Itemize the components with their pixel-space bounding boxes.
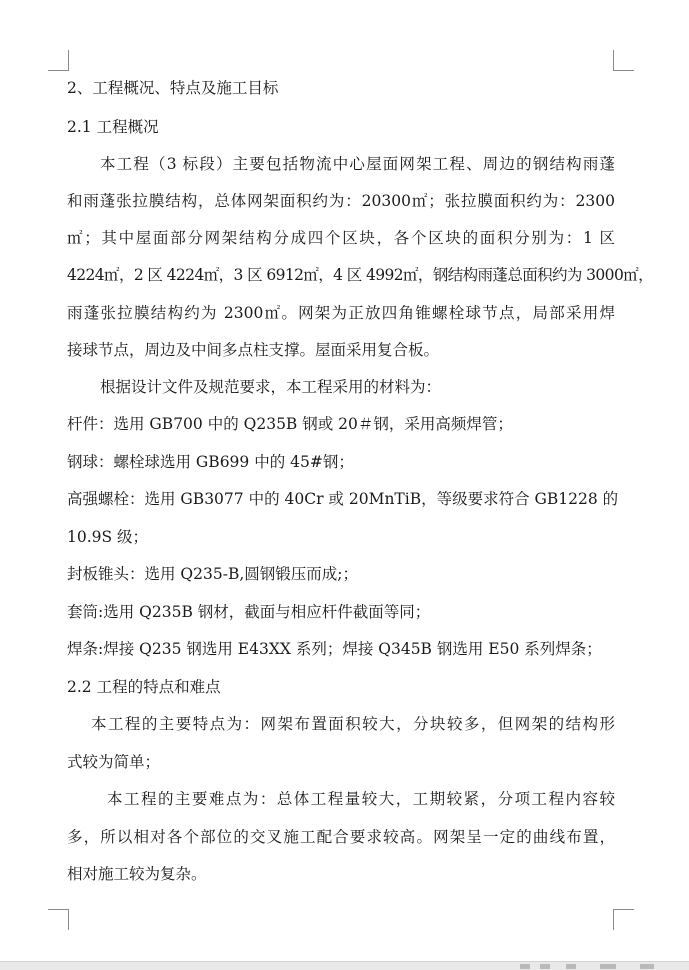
paragraph-line: 相对施工较为复杂。 — [67, 865, 207, 883]
paragraph-line: 本工程的主要特点为：网架布置面积较大，分块较多，但网架的结构形 — [91, 715, 615, 733]
material-item-cone: 封板锥头：选用 Q235-B,圆钢锻压而成;； — [67, 565, 358, 583]
paragraph-line: 根据设计文件及规范要求，本工程采用的材料为： — [100, 378, 442, 396]
material-item-rod: 杆件：选用 GB700 中的 Q235B 钢或 20＃钢，采用高频焊管； — [67, 415, 513, 433]
paragraph-line: 4224㎡，2 区 4224㎡，3 区 6912㎡，4 区 4992㎡，钢结构雨蓬总面积约为 3000㎡， — [67, 266, 654, 284]
paragraph-line: 多，所以相对各个部位的交叉施工配合要求较高。网架呈一定的曲线布置， — [67, 828, 615, 846]
margin-corner-bottom-right — [613, 909, 634, 930]
paragraph-line: 接球节点，周边及中间多点柱支撑。屋面采用复合板。 — [67, 341, 440, 359]
paragraph-line: 雨蓬张拉膜结构约为 2300㎡。网架为正放四角锥螺栓球节点，局部采用焊 — [67, 304, 615, 322]
material-item-welding-rod: 焊条:焊接 Q235 钢选用 E43XX 系列；焊接 Q345B 钢选用 E50 系列焊条； — [67, 640, 602, 658]
read-mode-icon[interactable] — [520, 964, 530, 969]
page-view-icon[interactable] — [540, 964, 550, 969]
paragraph-line: 本工程（3 标段）主要包括物流中心屋面网架工程、周边的钢结构雨蓬 — [100, 155, 615, 173]
material-item-ball: 钢球：螺栓球选用 GB699 中的 45#钢； — [67, 453, 354, 471]
zoom-slider[interactable] — [600, 964, 616, 969]
margin-corner-top-left — [48, 50, 69, 71]
section-heading-2: 2、工程概况、特点及施工目标 — [67, 79, 279, 97]
paragraph-line: ㎡；其中屋面部分网架结构分成四个区块，各个区块的面积分别为：1 区 — [67, 229, 615, 247]
material-item-sleeve: 套筒:选用 Q235B 钢材，截面与相应杆件截面等同； — [67, 603, 431, 621]
paragraph-line: 和雨蓬张拉膜结构，总体网架面积约为：20300㎡；张拉膜面积约为：2300 — [67, 192, 615, 210]
subsection-heading-2-1: 2.1 工程概况 — [67, 118, 159, 136]
margin-corner-bottom-left — [48, 909, 69, 930]
margin-corner-top-right — [613, 50, 634, 71]
paragraph-line: 式较为简单； — [67, 753, 161, 771]
material-item-bolt: 高强螺栓：选用 GB3077 中的 40Cr 或 20MnTiB，等级要求符合 GB1228 的 — [67, 490, 619, 508]
paragraph-line: 本工程的主要难点为：总体工程量较大，工期较紧，分项工程内容较 — [107, 790, 615, 808]
zoom-in-icon[interactable] — [640, 964, 654, 969]
material-item-bolt-cont: 10.9S 级； — [67, 528, 149, 546]
layout-view-icon[interactable] — [566, 964, 576, 969]
subsection-heading-2-2: 2.2 工程的特点和难点 — [67, 678, 221, 696]
